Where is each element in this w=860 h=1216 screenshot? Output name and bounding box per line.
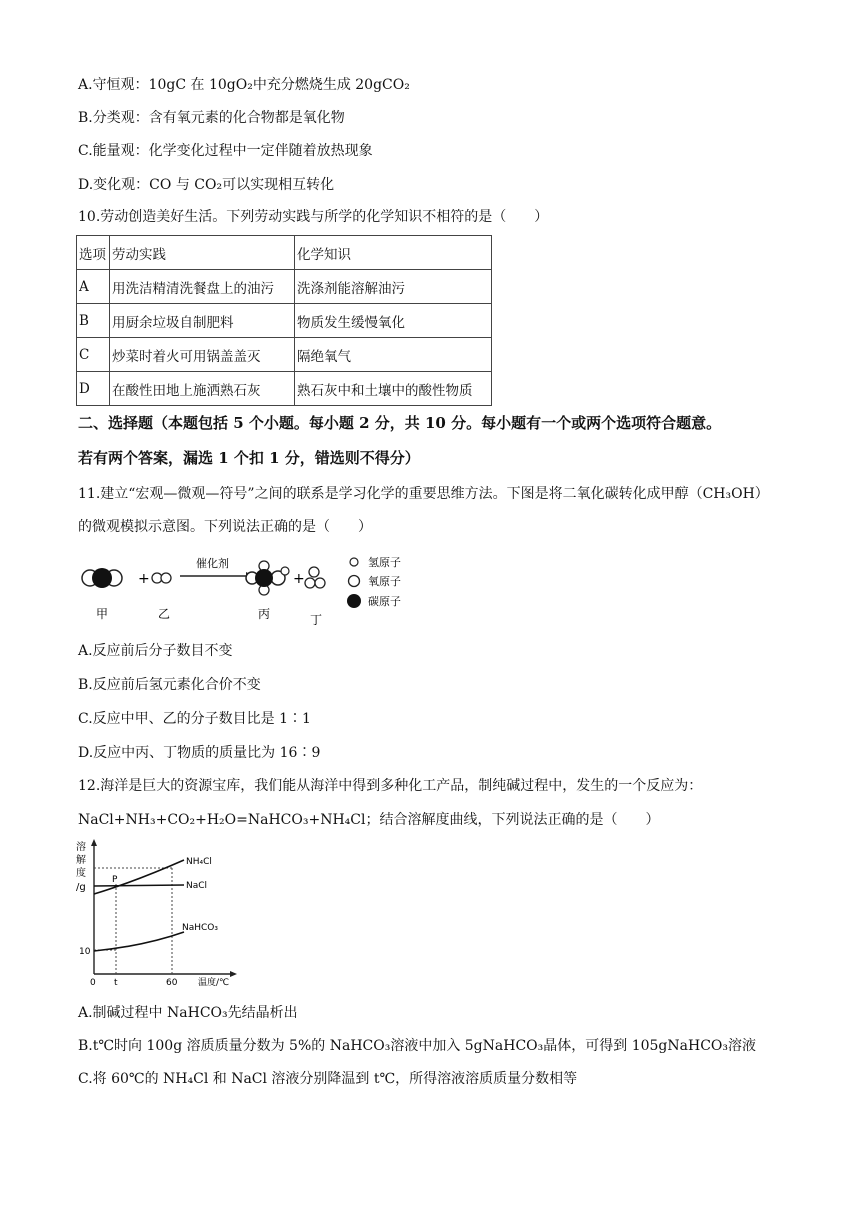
table-cell: 物质发生缓慢氧化 <box>295 304 492 338</box>
y-axis-label: 解 <box>76 855 86 866</box>
q9-option-c: C.能量观：化学变化过程中一定伴随着放热现象 <box>78 143 373 159</box>
legend-hydrogen: 氢原子 <box>368 556 401 569</box>
point-p-label: P <box>112 875 118 885</box>
table-cell: 炒菜时着火可用锅盖盖灭 <box>110 338 295 372</box>
x-tick-label: 60 <box>166 978 178 988</box>
table-cell: 隔绝氧气 <box>295 338 492 372</box>
x-axis-label: 温度/℃ <box>198 978 230 988</box>
label-ding: 丁 <box>310 613 323 627</box>
table-row <box>77 304 492 338</box>
q12-stem-line2: NaCl+NH₃+CO₂+H₂O=NaHCO₃+NH₄Cl；结合溶解度曲线，下列说法正确的是（ ） <box>78 812 660 828</box>
q10-stem: 10.劳动创造美好生活。下列劳动实践与所学的化学知识不相符的是（ ） <box>78 209 549 225</box>
legend-carbon: 碳原子 <box>368 595 401 608</box>
y-tick-label: 10 <box>79 947 91 957</box>
table-cell: B <box>77 304 110 338</box>
q9-option-a: A.守恒观：10gC 在 10gO₂中充分燃烧生成 20gCO₂ <box>78 77 410 93</box>
table-cell: D <box>77 372 110 406</box>
table-header: 劳动实践 <box>110 236 295 270</box>
reaction-arrow <box>180 572 254 580</box>
y-axis-label: /g <box>76 882 86 893</box>
x-tick-label: 0 <box>90 978 96 988</box>
table-cell: 用洗洁精清洗餐盘上的油污 <box>110 270 295 304</box>
section-heading-line1: 二、选择题（本题包括 5 个小题。每小题 2 分，共 10 分。每小题有一个或两个选项符合题意。 <box>78 414 722 432</box>
molecule-bing <box>246 561 289 595</box>
table-row <box>77 338 492 372</box>
table-row <box>77 270 492 304</box>
series-nacl <box>94 885 184 886</box>
table-cell: A <box>77 270 110 304</box>
molecule-ding <box>305 567 325 588</box>
table-cell: C <box>77 338 110 372</box>
plus-sign: + <box>293 571 305 587</box>
table-row <box>77 372 492 406</box>
q11-option-c: C.反应中甲、乙的分子数目比是 1∶1 <box>78 711 311 727</box>
table-header-row <box>77 236 492 270</box>
table-cell: 熟石灰中和土壤中的酸性物质 <box>295 372 492 406</box>
solubility-curve-chart <box>74 838 244 988</box>
x-tick-label: t <box>114 978 118 988</box>
molecule-jia <box>82 568 122 588</box>
y-axis-label: 溶 <box>76 842 86 853</box>
reaction-diagram <box>78 550 418 630</box>
y-axis-label: 度 <box>76 868 86 879</box>
series-nh4cl <box>94 860 184 894</box>
q11-option-b: B.反应前后氢元素化合价不变 <box>78 677 261 693</box>
q9-option-d: D.变化观：CO 与 CO₂可以实现相互转化 <box>78 177 335 193</box>
table-cell: 用厨余垃圾自制肥料 <box>110 304 295 338</box>
q12-option-a: A.制碱过程中 NaHCO₃先结晶析出 <box>78 1005 298 1021</box>
guide-lines <box>94 868 172 974</box>
plus-sign: + <box>138 571 150 587</box>
section-heading-line2: 若有两个答案，漏选 1 个扣 1 分，错选则不得分） <box>78 449 420 467</box>
series-nahco3 <box>94 932 184 951</box>
molecule-yi <box>152 573 171 583</box>
table-header: 化学知识 <box>295 236 492 270</box>
series-label-nacl: NaCl <box>186 881 208 891</box>
q11-option-a: A.反应前后分子数目不变 <box>78 643 233 659</box>
table-header: 选项 <box>77 236 110 270</box>
axes <box>91 839 237 977</box>
q11-stem-line2: 的微观模拟示意图。下列说法正确的是（ ） <box>78 519 372 535</box>
table-cell: 在酸性田地上施洒熟石灰 <box>110 372 295 406</box>
legend <box>347 555 401 608</box>
q10-table <box>76 235 492 406</box>
q9-option-b: B.分类观：含有氧元素的化合物都是氧化物 <box>78 110 345 126</box>
series-label-nahco3: NaHCO₃ <box>182 923 218 933</box>
legend-oxygen: 氧原子 <box>368 575 401 588</box>
table-cell: 洗涤剂能溶解油污 <box>295 270 492 304</box>
label-jia: 甲 <box>96 607 109 621</box>
q12-option-c: C.将 60℃的 NH₄Cl 和 NaCl 溶液分别降温到 t℃，所得溶液溶质质量分数相等 <box>78 1071 578 1087</box>
catalyst-label: 催化剂 <box>196 557 229 570</box>
label-bing: 丙 <box>258 607 271 621</box>
q12-option-b: B.t℃时向 100g 溶质质量分数为 5%的 NaHCO₃溶液中加入 5gNaHCO₃晶体，可得到 105gNaHCO₃溶液 <box>78 1038 756 1054</box>
q12-stem-line1: 12.海洋是巨大的资源宝库，我们能从海洋中得到多种化工产品，制纯碱过程中，发生的一个反应为： <box>78 778 703 794</box>
q11-option-d: D.反应中丙、丁物质的质量比为 16∶9 <box>78 745 321 761</box>
series-label-nh4cl: NH₄Cl <box>186 857 212 867</box>
label-yi: 乙 <box>158 607 171 621</box>
q11-stem-line1: 11.建立“宏观—微观—符号”之间的联系是学习化学的重要思维方法。下图是将二氧化碳转化成甲醇（CH₃OH） <box>78 486 769 502</box>
